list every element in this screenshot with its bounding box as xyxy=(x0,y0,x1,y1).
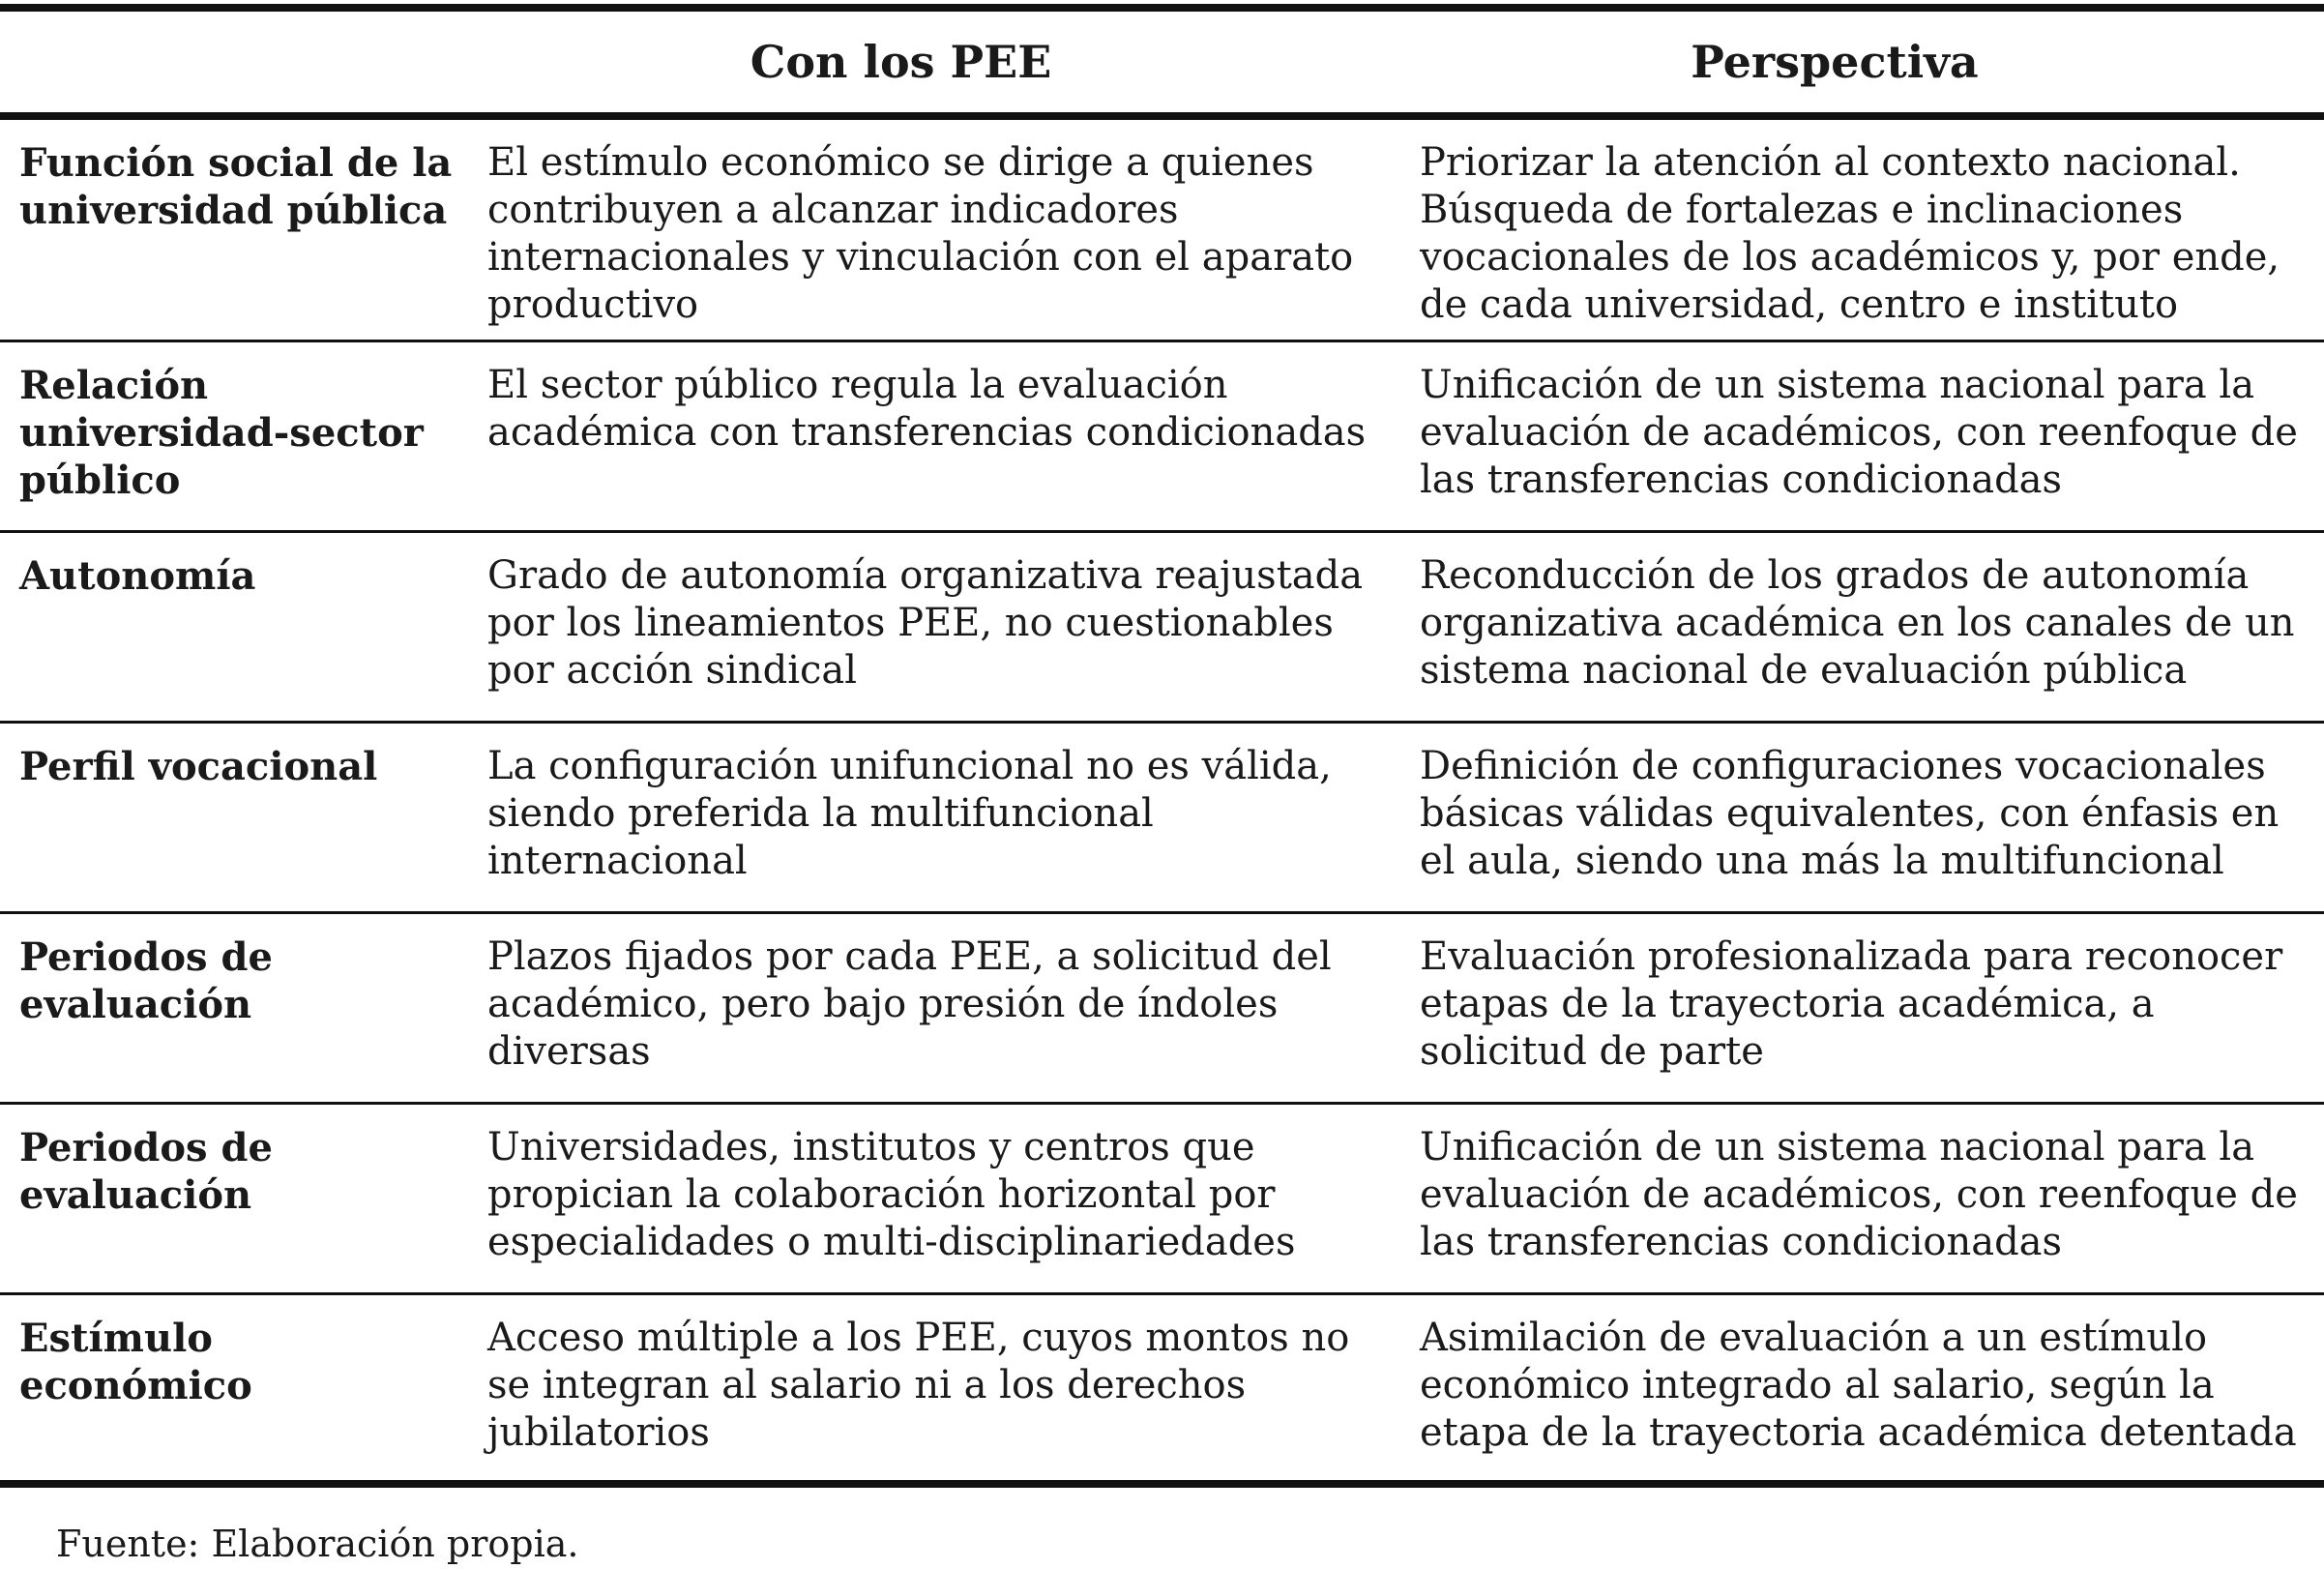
perspectiva-cell: Reconducción de los grados de autonomía organizativa académica en los canales de un sistema nacional de evaluación pública xyxy=(1398,531,2324,722)
row-label: Relación universidad-sector público xyxy=(0,340,466,531)
header-dimension xyxy=(0,8,466,116)
source-note: Fuente: Elaboración propia. xyxy=(56,1523,579,1565)
perspectiva-cell: Definición de configuraciones vocacionales básicas válidas equivalentes, con énfasis en el aula, siendo una más la multifuncional xyxy=(1398,722,2324,912)
con-los-pee-cell: Grado de autonomía organizativa reajustada por los lineamientos PEE, no cuestionables por acción sindical xyxy=(466,531,1398,722)
perspectiva-cell: Asimilación de evaluación a un estímulo económico integrado al salario, según la etapa de la trayectoria académica detentada xyxy=(1398,1293,2324,1484)
table-row xyxy=(0,340,2324,531)
con-los-pee-cell: Acceso múltiple a los PEE, cuyos montos no se integran al salario ni a los derechos jubilatorios xyxy=(466,1293,1398,1484)
table-row xyxy=(0,531,2324,722)
table-row xyxy=(0,1103,2324,1293)
con-los-pee-cell: El estímulo económico se dirige a quienes contribuyen a alcanzar indicadores internacionales y vinculación con el aparato productivo xyxy=(487,140,1354,327)
header-row xyxy=(0,8,2324,116)
row-label: Autonomía xyxy=(0,531,466,722)
table-row xyxy=(0,116,2324,340)
perspectiva-cell: Unificación de un sistema nacional para la evaluación de académicos, con reenfoque de las transferencias condicionadas xyxy=(1398,340,2324,531)
con-los-pee-cell: Universidades, institutos y centros que propician la colaboración horizontal por especialidades o multi-disciplinariedades xyxy=(466,1103,1398,1293)
perspectiva-cell: Unificación de un sistema nacional para la evaluación de académicos, con reenfoque de las transferencias condicionadas xyxy=(1398,1103,2324,1293)
table-row xyxy=(0,1293,2324,1484)
row-label: Estímulo económico xyxy=(0,1293,466,1484)
con-los-pee-cell: El sector público regula la evaluación académica con transferencias condicionadas xyxy=(466,340,1398,531)
row-label: Función social de la universidad pública xyxy=(19,140,453,233)
perspectiva-cell: Evaluación profesionalizada para reconocer etapas de la trayectoria académica, a solicitud de parte xyxy=(1398,912,2324,1103)
row-label: Periodos de evaluación xyxy=(0,1103,466,1293)
con-los-pee-cell: La configuración unifuncional no es válida, siendo preferida la multifuncional internacional xyxy=(466,722,1398,912)
row-label: Periodos de evaluación xyxy=(0,912,466,1103)
con-los-pee-cell: Plazos fijados por cada PEE, a solicitud del académico, pero bajo presión de índoles diversas xyxy=(466,912,1398,1103)
perspectiva-cell: Priorizar la atención al contexto nacional. Búsqueda de fortalezas e inclinaciones vocacionales de los académicos y, por ende, de cada universidad, centro e instituto xyxy=(1420,140,2280,327)
table-header xyxy=(0,8,2324,116)
header-perspectiva: Perspectiva xyxy=(1398,8,2324,116)
comparison-table xyxy=(0,4,2324,1488)
table-body xyxy=(0,116,2324,1484)
table-row xyxy=(0,722,2324,912)
row-label: Perfil vocacional xyxy=(0,722,466,912)
table-row xyxy=(0,912,2324,1103)
header-con-los-pee: Con los PEE xyxy=(466,8,1398,116)
